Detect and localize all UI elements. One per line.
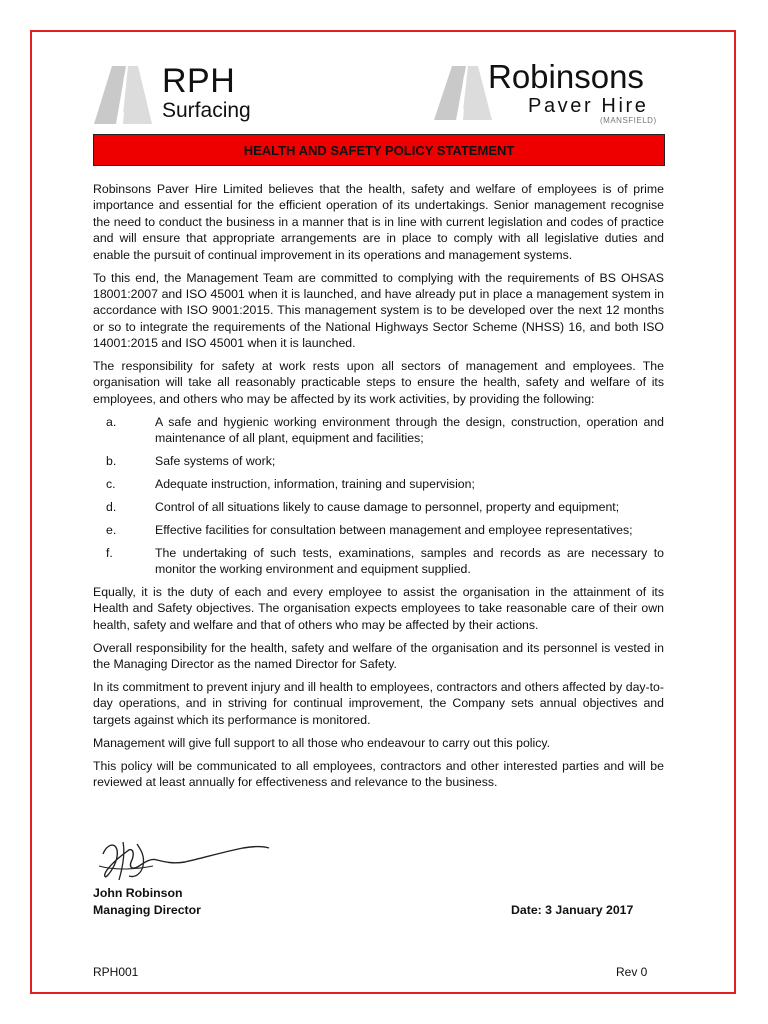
list-item xyxy=(93,414,664,447)
paragraph-support: Management will give full support to all those who endeavour to carry out this policy. xyxy=(93,735,551,750)
signatory-name: John Robinson xyxy=(93,886,183,900)
paragraph-communication: This policy will be communicated to all employees, contractors and other interested parties and will be reviewed at least annually for effectiveness and relevance to the business. xyxy=(93,758,664,790)
paragraph-commitment: In its commitment to prevent injury and ill health to employees, contractors and others affected by day-to-day operations, and in striving for continual improvement, the Company sets annual objectives and targets against which its performance is monitored. xyxy=(93,680,664,727)
list-item-text: The undertaking of such tests, examinations, samples and records as are necessary to monitor the working environment and equipment supplied. xyxy=(155,545,664,577)
provisions-list xyxy=(93,414,664,578)
paragraph-overall-responsibility: Overall responsibility for the health, safety and welfare of the organisation and its personnel is vested in the Managing Director as the named Director for Safety. xyxy=(93,640,664,672)
list-item-label: a. xyxy=(106,414,117,429)
logo-left-line1: RPH xyxy=(162,62,236,100)
paragraph-employee-duty: Equally, it is the duty of each and every employee to assist the organisation in the attainment of its Health and Safety objectives. The organisation expects employees to take reasonable care of their own health, safety and welfare and that of others who may be affected by their actions. xyxy=(93,585,664,632)
list-item-text: A safe and hygienic working environment through the design, construction, operation and maintenance of all plant, equipment and facilities; xyxy=(155,414,664,446)
list-item xyxy=(93,476,664,492)
signatory-title: Managing Director xyxy=(93,903,201,917)
paragraph-responsibility: The responsibility for safety at work rests upon all sectors of management and employees. The organisation will take all reasonably practicable steps to ensure the health, safety and welfare of its employees, and others who may be affected by its work activities, by providing the following: xyxy=(93,359,664,406)
rph-surfacing-logo xyxy=(92,62,262,130)
list-item-text: Safe systems of work; xyxy=(155,454,276,469)
list-item-label: b. xyxy=(106,454,117,469)
policy-title-banner xyxy=(93,134,665,166)
robinsons-paver-hire-logo xyxy=(432,60,672,130)
logo-right-line3: (MANSFIELD) xyxy=(600,116,657,125)
list-item-text: Effective facilities for consultation between management and employee representatives; xyxy=(155,522,633,537)
list-item-label: e. xyxy=(106,522,117,537)
paragraph-standards: To this end, the Management Team are committed to complying with the requirements of BS OHSAS 18001:2007 and ISO 45001 when it is launched, and have already put in place a management system in accordance with ISO 9001:2015. This management system is to be developed over the next 12 months or so to integrate the requirements of the National Highways Sector Scheme (NHSS) 16, and both ISO 14001:2015 and ISO 45001 when it is launched. xyxy=(93,270,664,351)
list-item-label: c. xyxy=(106,477,116,491)
list-item xyxy=(93,453,664,469)
revision-number: Rev 0 xyxy=(616,965,648,979)
list-item xyxy=(93,499,664,515)
list-item xyxy=(93,545,664,578)
list-item-text: Control of all situations likely to cause damage to personnel, property and equipment; xyxy=(155,499,620,514)
list-item-text: Adequate instruction, information, training and supervision; xyxy=(155,477,475,491)
logo-right-line1: Robinsons xyxy=(488,58,644,95)
document-reference: RPH001 xyxy=(93,965,139,979)
road-icon xyxy=(432,62,496,122)
list-item xyxy=(93,522,664,538)
list-item-label: f. xyxy=(106,545,113,560)
road-icon xyxy=(92,62,156,126)
paragraph-intro: Robinsons Paver Hire Limited believes that the health, safety and welfare of employees is of prime importance and essential for the efficient operation of its undertakings. Senior management recognise the need to conduct the business in a manner that is in line with current legislation and codes of practice and will ensure that appropriate arrangements are in place to comply with all legislative duties and enable the pursuit of continual improvement in its operations and management systems. xyxy=(93,182,664,262)
policy-title: HEALTH AND SAFETY POLICY STATEMENT xyxy=(243,142,515,158)
policy-body xyxy=(93,181,664,797)
list-item-label: d. xyxy=(106,499,117,514)
logo-left-line2: Surfacing xyxy=(162,99,251,122)
policy-date: Date: 3 January 2017 xyxy=(511,903,634,917)
signature xyxy=(93,836,273,886)
logo-right-line2: Paver Hire xyxy=(528,95,649,117)
